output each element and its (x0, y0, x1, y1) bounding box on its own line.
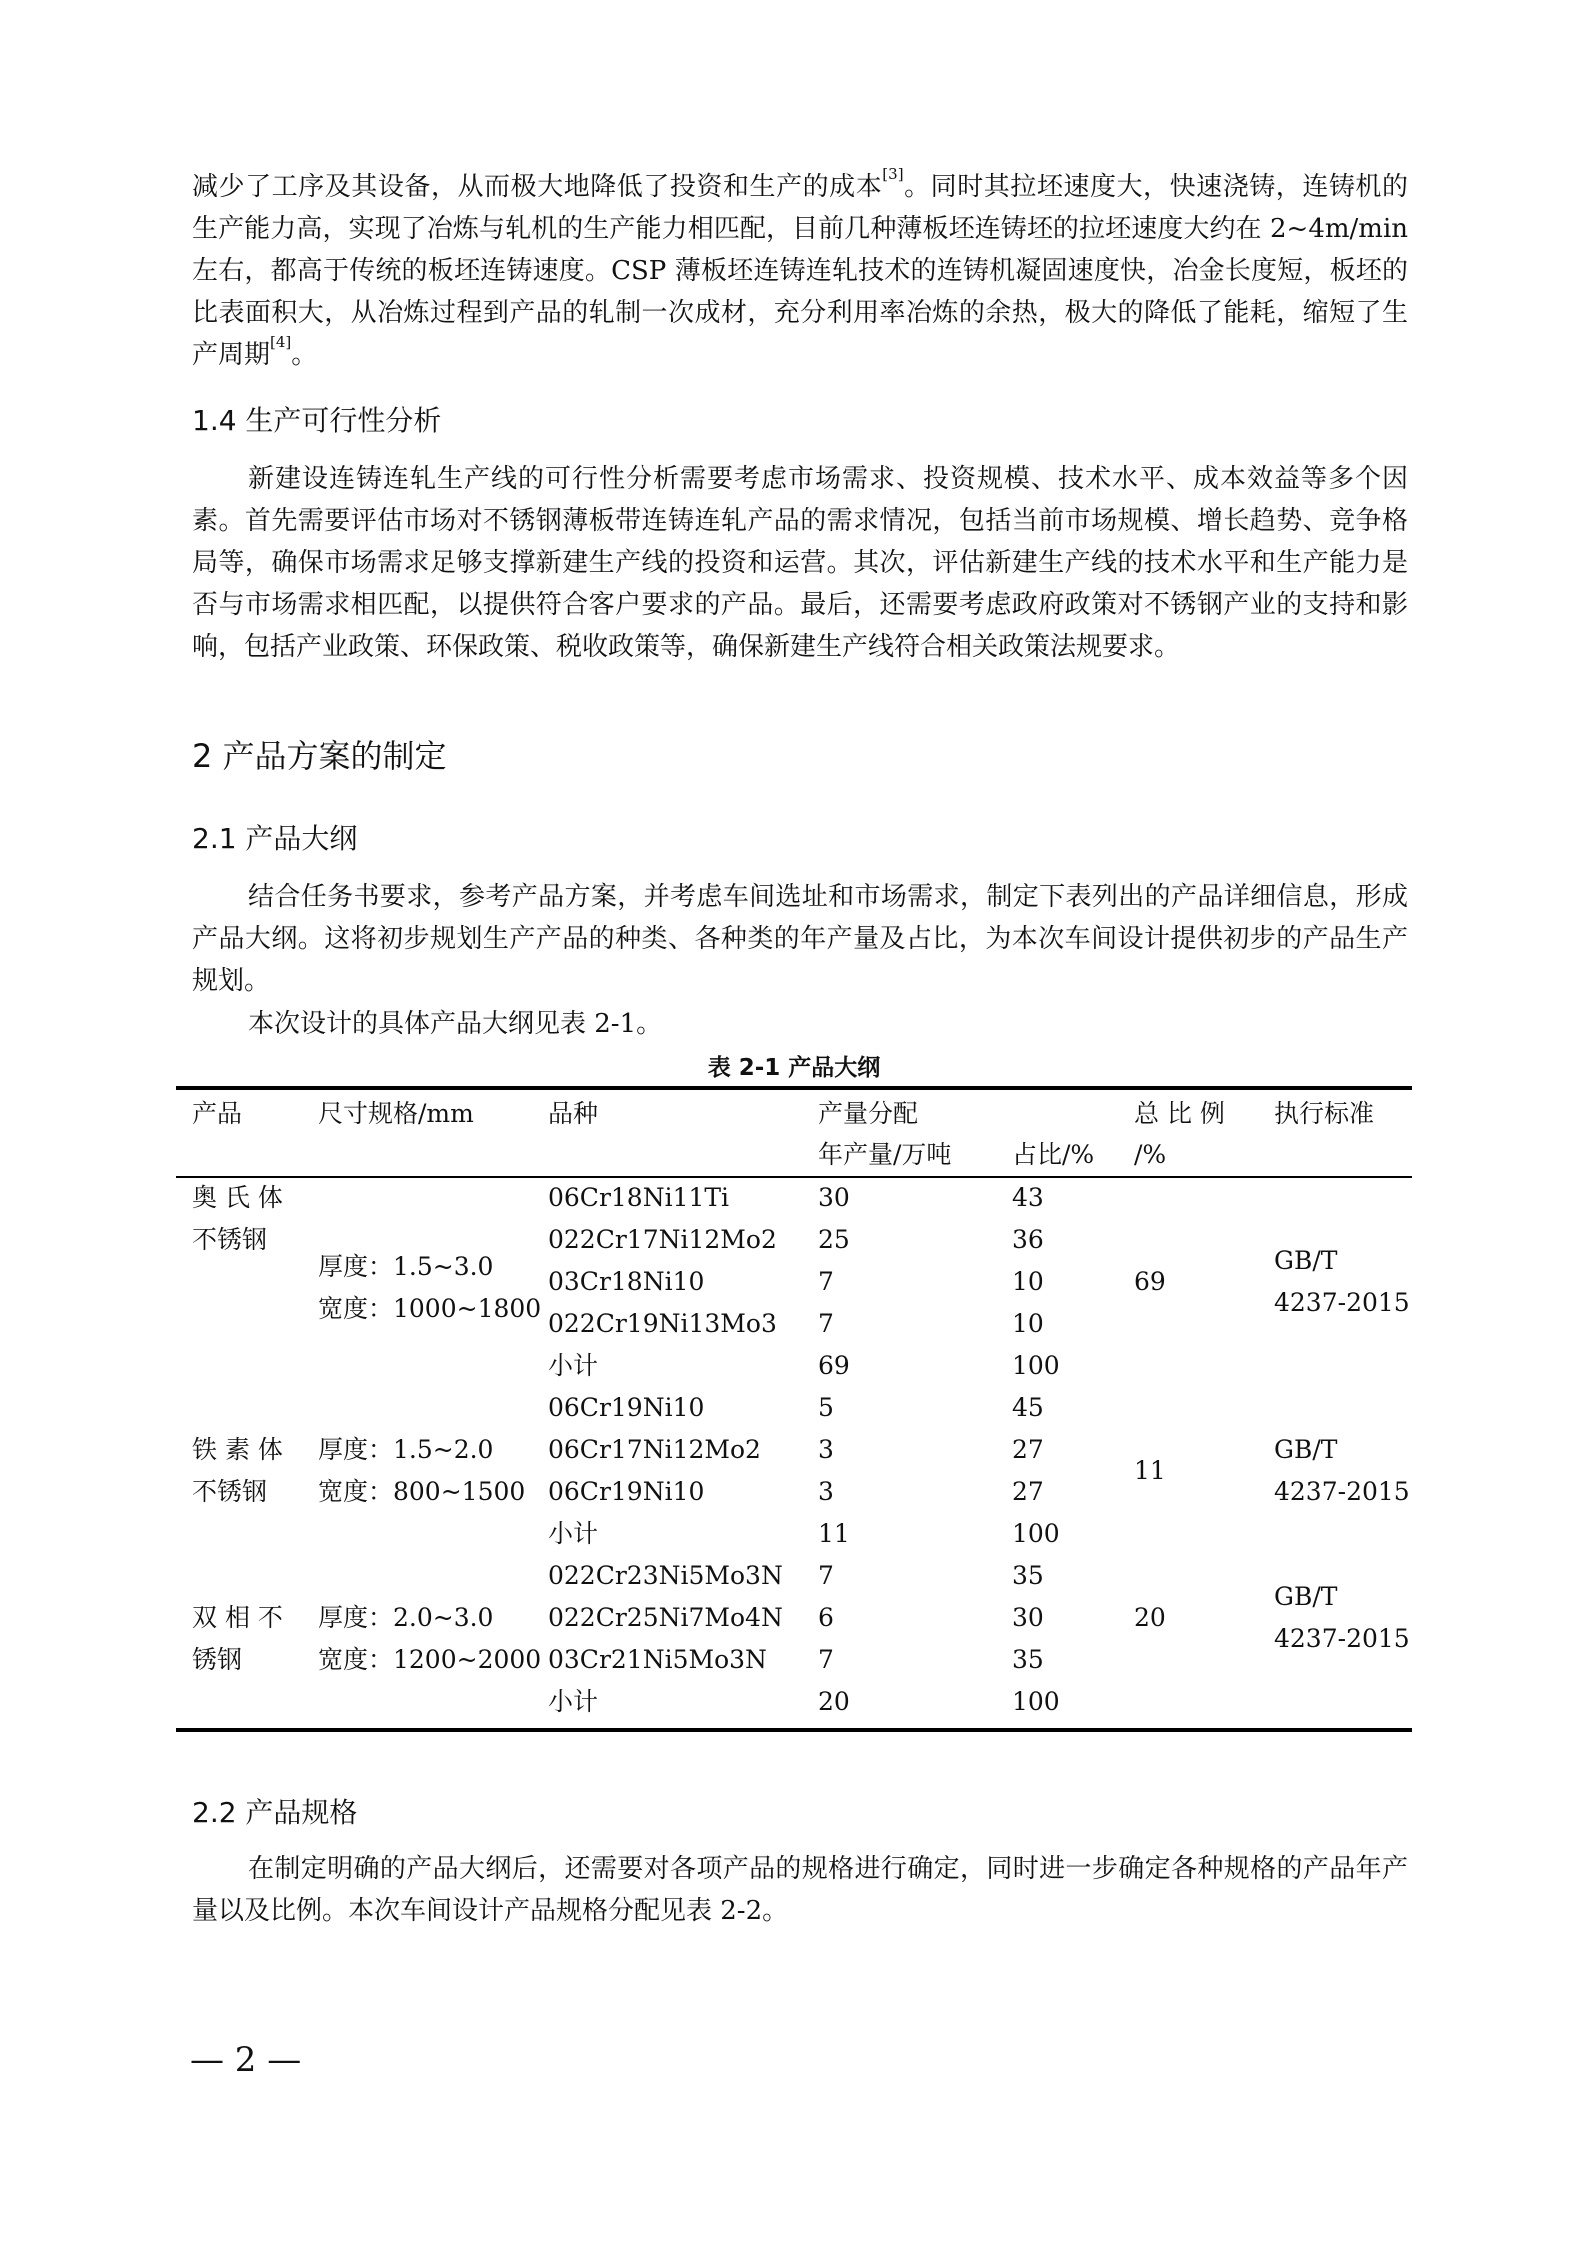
table-cell-share: 36 (1012, 1225, 1044, 1254)
table-cell-subtotal-label: 小计 (548, 1687, 599, 1716)
table-cell-subtotal-label: 小计 (548, 1351, 599, 1380)
table-cell-grade: 022Cr19Ni13Mo3 (548, 1309, 777, 1338)
paragraph-text: 。 (291, 340, 318, 370)
group-product-label: 锈钢 (192, 1645, 243, 1674)
paragraph-cost-speed (192, 166, 1408, 376)
group-size-width: 宽度：1200~2000 (318, 1645, 542, 1674)
table-cell-share: 100 (1012, 1687, 1060, 1716)
page-number: — 2 — (190, 2040, 302, 2080)
table-cell-annual: 7 (818, 1645, 834, 1674)
citation-ref: [3] (882, 165, 904, 183)
group-standard: GB/T (1274, 1582, 1338, 1611)
header-distribution: 产量分配 (818, 1099, 919, 1128)
table-cell-share: 100 (1012, 1351, 1060, 1380)
table-cell-share: 27 (1012, 1477, 1044, 1506)
header-annual-output: 年产量/万吨 (818, 1140, 952, 1169)
group-total-ratio: 20 (1134, 1603, 1166, 1632)
group-standard: GB/T (1274, 1435, 1338, 1464)
table-cell-grade: 03Cr18Ni10 (548, 1267, 705, 1296)
group-standard: 4237-2015 (1274, 1624, 1410, 1653)
table-cell-grade: 06Cr17Ni12Mo2 (548, 1435, 761, 1464)
group-size-width: 宽度：800~1500 (318, 1477, 526, 1506)
table-cell-grade: 03Cr21Ni5Mo3N (548, 1645, 767, 1674)
group-product-label: 不锈钢 (192, 1225, 268, 1254)
group-size-thickness: 厚度：1.5~2.0 (318, 1435, 494, 1464)
table-cell-annual: 6 (818, 1603, 834, 1632)
table-cell-share: 43 (1012, 1183, 1044, 1212)
table-caption: 表 2-1 产品大纲 (707, 1055, 881, 1081)
table-cell-share: 10 (1012, 1267, 1044, 1296)
group-total-ratio: 11 (1134, 1456, 1166, 1485)
header-product: 产品 (192, 1099, 243, 1128)
table-cell-annual: 7 (818, 1267, 834, 1296)
group-product-label: 不锈钢 (192, 1477, 268, 1506)
table-cell-share: 27 (1012, 1435, 1044, 1464)
paragraph-product-specs: 在制定明确的产品大纲后，还需要对各项产品的规格进行确定，同时进一步确定各种规格的产品年产量以及比例。本次车间设计产品规格分配见表 2-2。 (192, 1854, 1408, 1926)
table-cell-grade: 022Cr23Ni5Mo3N (548, 1561, 783, 1590)
table-cell-annual: 7 (818, 1561, 834, 1590)
group-product-label: 双 相 不 (192, 1603, 283, 1632)
header-grade: 品种 (548, 1099, 599, 1128)
paragraph-product-outline: 结合任务书要求，参考产品方案，并考虑车间选址和市场需求，制定下表列出的产品详细信息，形成产品大纲。这将初步规划生产产品的种类、各种类的年产量及占比，为本次车间设计提供初步的产品生产规划。 (192, 882, 1408, 996)
group-product-label: 铁 素 体 (192, 1435, 283, 1464)
table-cell-grade: 06Cr18Ni11Ti (548, 1183, 730, 1212)
paragraph-text: 。同时其拉坯速度大，快速浇铸，连铸机的生产能力高，实现了冶炼与轧机的生产能力相匹配，目前几种薄板坯连铸坯的拉坯速度大约在 2~4m/min 左右，都高于传统的板坯连铸速度。CSP 薄板坯连铸连轧技术的连铸机凝固速度快，冶金长度短，板坯的比表面积大，从冶炼过程到产品的轧制一次成材，充分利用率冶炼的余热，极大的降低了能耗，缩短了生产周期 (192, 172, 1408, 370)
table-cell-share: 35 (1012, 1645, 1044, 1674)
product-outline-table (176, 1086, 1412, 1732)
table-top-rule (176, 1086, 1412, 1090)
paragraph-table-ref: 本次设计的具体产品大纲见表 2-1。 (248, 1009, 663, 1039)
table-cell-annual: 7 (818, 1309, 834, 1338)
section-heading-1-4: 1.4 生产可行性分析 (192, 404, 442, 437)
section-heading-2-1: 2.1 产品大纲 (192, 822, 358, 855)
table-cell-grade: 06Cr19Ni10 (548, 1477, 705, 1506)
group-standard: GB/T (1274, 1246, 1338, 1275)
table-cell-grade: 06Cr19Ni10 (548, 1393, 705, 1422)
chapter-heading-2: 2 产品方案的制定 (192, 737, 447, 775)
table-header-rule (176, 1176, 1412, 1178)
table-cell-share: 35 (1012, 1561, 1044, 1590)
header-total-ratio-unit: /% (1134, 1140, 1167, 1169)
group-standard: 4237-2015 (1274, 1477, 1410, 1506)
group-product-label: 奥 氏 体 (192, 1183, 283, 1212)
header-share: 占比/% (1012, 1140, 1095, 1169)
group-size-thickness: 厚度：2.0~3.0 (318, 1603, 494, 1632)
paragraph-feasibility: 新建设连铸连轧生产线的可行性分析需要考虑市场需求、投资规模、技术水平、成本效益等多个因素。首先需要评估市场对不锈钢薄板带连铸连轧产品的需求情况，包括当前市场规模、增长趋势、竞争格局等，确保市场需求足够支撑新建生产线的投资和运营。其次，评估新建生产线的技术水平和生产能力是否与市场需求相匹配，以提供符合客户要求的产品。最后，还需要考虑政府政策对不锈钢产业的支持和影响，包括产业政策、环保政策、税收政策等，确保新建生产线符合相关政策法规要求。 (192, 464, 1408, 662)
header-size: 尺寸规格/mm (318, 1099, 474, 1128)
table-cell-subtotal-label: 小计 (548, 1519, 599, 1548)
group-standard: 4237-2015 (1274, 1288, 1410, 1317)
header-standard: 执行标准 (1274, 1099, 1375, 1128)
paragraph-text: 减少了工序及其设备，从而极大地降低了投资和生产的成本 (192, 172, 883, 202)
group-size-width: 宽度：1000~1800 (318, 1294, 542, 1323)
table-cell-share: 30 (1012, 1603, 1044, 1632)
group-total-ratio: 69 (1134, 1267, 1166, 1296)
table-cell-annual: 69 (818, 1351, 850, 1380)
header-total-ratio: 总 比 例 (1134, 1099, 1225, 1128)
table-cell-annual: 20 (818, 1687, 850, 1716)
table-cell-share: 10 (1012, 1309, 1044, 1338)
section-heading-2-2: 2.2 产品规格 (192, 1796, 358, 1829)
table-cell-annual: 5 (818, 1393, 834, 1422)
table-cell-annual: 30 (818, 1183, 850, 1212)
table-cell-grade: 022Cr17Ni12Mo2 (548, 1225, 777, 1254)
table-cell-share: 45 (1012, 1393, 1044, 1422)
table-bottom-rule (176, 1728, 1412, 1732)
table-cell-share: 100 (1012, 1519, 1060, 1548)
group-size-thickness: 厚度：1.5~3.0 (318, 1252, 494, 1281)
table-cell-annual: 11 (818, 1519, 850, 1548)
table-cell-grade: 022Cr25Ni7Mo4N (548, 1603, 783, 1632)
citation-ref: [4] (270, 333, 292, 351)
table-cell-annual: 3 (818, 1477, 834, 1506)
table-cell-annual: 25 (818, 1225, 850, 1254)
table-cell-annual: 3 (818, 1435, 834, 1464)
